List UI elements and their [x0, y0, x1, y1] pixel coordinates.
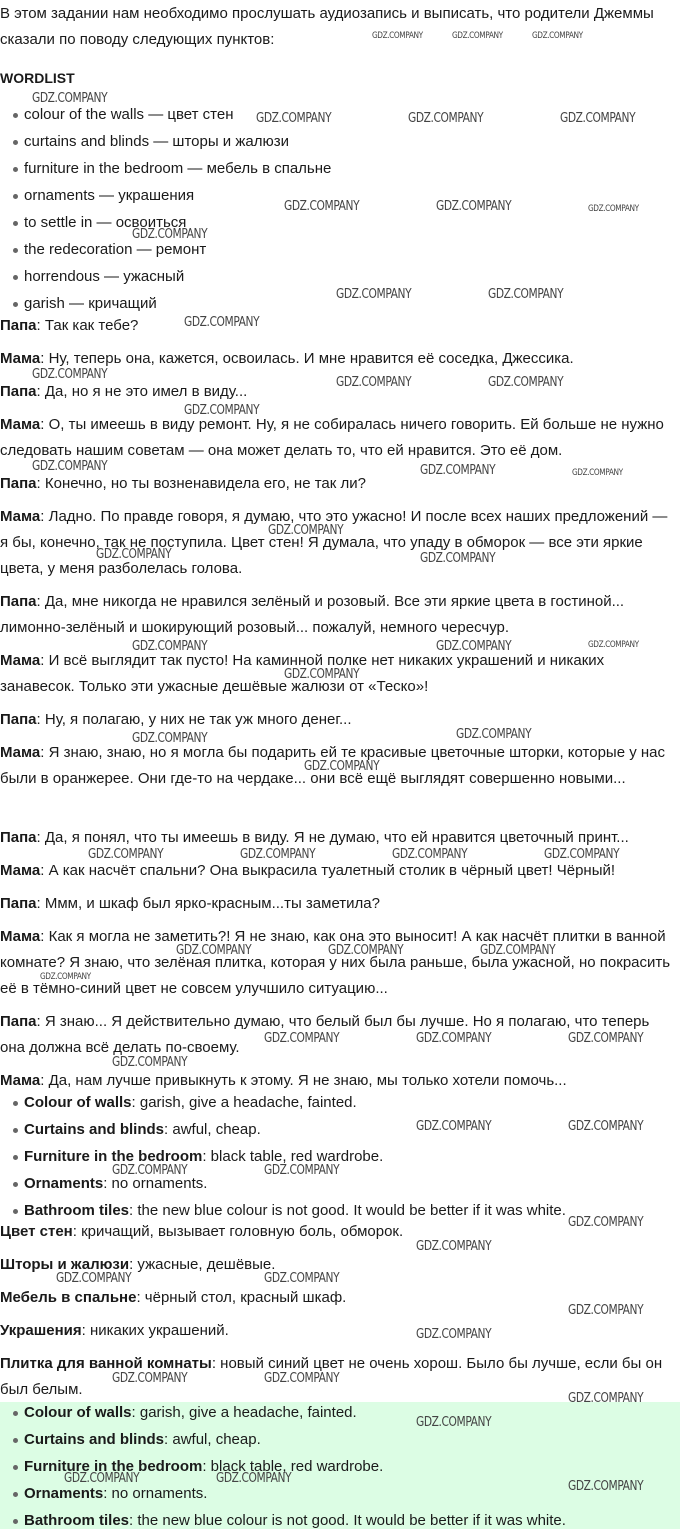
- watermark: GDZ.COMPANY: [216, 1471, 292, 1486]
- answer-term: Furniture in the bedroom: [24, 1148, 203, 1165]
- watermark: GDZ.COMPANY: [264, 1371, 340, 1386]
- speaker: Мама: [0, 928, 41, 945]
- answer-text: : black table, red wardrobe.: [202, 1458, 384, 1475]
- watermark: GDZ.COMPANY: [32, 91, 108, 106]
- watermark: GDZ.COMPANY: [284, 667, 360, 682]
- watermark: GDZ.COMPANY: [436, 199, 512, 214]
- watermark: GDZ.COMPANY: [416, 1119, 492, 1134]
- speaker: Мама: [0, 508, 41, 525]
- answer-term: Украшения: [0, 1322, 82, 1339]
- speaker: Мама: [0, 416, 41, 433]
- wordlist-heading: WORDLIST: [0, 70, 75, 86]
- watermark: GDZ.COMPANY: [304, 759, 380, 774]
- list-item: ornaments — украшения: [0, 182, 676, 209]
- watermark: GDZ.COMPANY: [336, 287, 412, 302]
- answer-text: : awful, cheap.: [164, 1431, 261, 1448]
- answer-text: : garish, give a headache, fainted.: [131, 1404, 357, 1421]
- line-text: : Конечно, но ты возненавидела его, не так ли?: [36, 475, 366, 492]
- answer-text: : никаких украшений.: [81, 1322, 229, 1339]
- answer-text: : чёрный стол, красный шкаф.: [136, 1289, 347, 1306]
- answer-term: Furniture in the bedroom: [24, 1458, 203, 1475]
- line-text: : А как насчёт спальни? Она выкрасила туалетный столик в чёрный цвет! Чёрный!: [40, 862, 616, 879]
- watermark: GDZ.COMPANY: [64, 1471, 140, 1486]
- watermark: GDZ.COMPANY: [336, 375, 412, 390]
- watermark: GDZ.COMPANY: [112, 1055, 188, 1070]
- watermark: GDZ.COMPANY: [480, 943, 556, 958]
- watermark: GDZ.COMPANY: [112, 1163, 188, 1178]
- watermark: GDZ.COMPANY: [32, 367, 108, 382]
- answer-text: : ужасные, дешёвые.: [129, 1256, 276, 1273]
- answer-term: Bathroom tiles: [24, 1512, 130, 1529]
- list-item: [0, 1089, 676, 1116]
- line-text: : Да, мне никогда не нравился зелёный и розовый. Все эти яркие цвета в гостиной... лимонно-зелёный и шокирующий розовый... пожалуй, немного чересчур.: [0, 593, 625, 636]
- answer-text: : awful, cheap.: [164, 1121, 261, 1138]
- watermark: GDZ.COMPANY: [40, 972, 91, 982]
- watermark: GDZ.COMPANY: [372, 31, 423, 41]
- speaker: Мама: [0, 350, 41, 367]
- line-text: : Как я могла не заметить?! Я не знаю, как она это выносит! А как насчёт плитки в ванной комнате? Я знаю, что зелёная плитка, которая у них была раньше, была ужасной, но покрасить её в тёмно-синий цвет не совсем улучшило ситуацию...: [0, 928, 671, 997]
- answer-text: : no ornaments.: [103, 1485, 208, 1502]
- watermark: GDZ.COMPANY: [240, 847, 316, 862]
- watermark: GDZ.COMPANY: [568, 1303, 644, 1318]
- watermark: GDZ.COMPANY: [184, 403, 260, 418]
- watermark: GDZ.COMPANY: [572, 468, 623, 478]
- answers-en-list: [0, 1089, 676, 1224]
- answer-text: : кричащий, вызывает головную боль, обморок.: [72, 1223, 404, 1240]
- watermark: GDZ.COMPANY: [568, 1391, 644, 1406]
- watermark: GDZ.COMPANY: [184, 315, 260, 330]
- line-text: : И всё выглядит так пусто! На каминной полке нет никаких украшений и никаких занавесок. Только эти ужасные дешёвые жалюзи от «Теско»!: [0, 652, 605, 695]
- line-text: : О, ты имеешь в виду ремонт. Ну, я не собиралась ничего говорить. Ей больше не нужно следовать нашим советам — она может делать то, что ей нравится. Это её дом.: [0, 416, 664, 459]
- answer-term: Curtains and blinds: [24, 1121, 165, 1138]
- intro-text: В этом задании нам необходимо прослушать аудиозапись и выписать, что родители Джеммы сказали по поводу следующих пунктов:: [0, 5, 654, 48]
- list-item: colour of the walls — цвет стен: [0, 101, 676, 128]
- answer-term: Ornaments: [24, 1485, 104, 1502]
- line-text: : Да, я понял, что ты имеешь в виду. Я не думаю, что ей нравится цветочный принт...: [36, 829, 629, 846]
- dialogue-line: [0, 313, 676, 339]
- line-text: : Да, но я не это имел в виду...: [36, 383, 248, 400]
- watermark: GDZ.COMPANY: [328, 943, 404, 958]
- list-item: curtains and blinds — шторы и жалюзи: [0, 128, 676, 155]
- line-text: : Ну, теперь она, кажется, освоилась. И мне нравится её соседка, Джессика.: [40, 350, 574, 367]
- speaker: Мама: [0, 652, 41, 669]
- speaker: Папа: [0, 383, 37, 400]
- watermark: GDZ.COMPANY: [568, 1119, 644, 1134]
- watermark: GDZ.COMPANY: [256, 111, 332, 126]
- answer-text: : новый синий цвет не очень хорош. Было бы лучше, если бы он был белым.: [0, 1355, 663, 1398]
- dialogue-line: [0, 589, 676, 641]
- answer-term: Bathroom tiles: [24, 1202, 130, 1219]
- line-text: : Да, нам лучше привыкнуть к этому. Я не знаю, мы только хотели помочь...: [40, 1072, 567, 1089]
- watermark: GDZ.COMPANY: [56, 1271, 132, 1286]
- watermark: GDZ.COMPANY: [436, 639, 512, 654]
- line-text: : Ммм, и шкаф был ярко-красным...ты заметила?: [36, 895, 380, 912]
- watermark: GDZ.COMPANY: [488, 375, 564, 390]
- watermark: GDZ.COMPANY: [532, 31, 583, 41]
- answer-term: Colour of walls: [24, 1404, 132, 1421]
- line-text: : Ну, я полагаю, у них не так уж много денег...: [36, 711, 352, 728]
- watermark: GDZ.COMPANY: [96, 547, 172, 562]
- watermark: GDZ.COMPANY: [452, 31, 503, 41]
- speaker: Папа: [0, 593, 37, 610]
- answer-term: Мебель в спальне: [0, 1289, 137, 1306]
- line-text: : Ладно. По правде говоря, я думаю, что это ужасно! И после всех наших предложений — я бы, конечно, так не поступила. Цвет стен! Я думала, что упаду в обморок — все эти яркие цвета, у меня разболелась голова.: [0, 508, 668, 577]
- watermark: GDZ.COMPANY: [416, 1239, 492, 1254]
- speaker: Папа: [0, 711, 37, 728]
- dialogue-line: [0, 504, 676, 582]
- answer-text: : the new blue colour is not good. It would be better if it was white.: [129, 1202, 566, 1219]
- watermark: GDZ.COMPANY: [392, 847, 468, 862]
- watermark: GDZ.COMPANY: [132, 227, 208, 242]
- watermark: GDZ.COMPANY: [568, 1215, 644, 1230]
- watermark: GDZ.COMPANY: [456, 727, 532, 742]
- watermark: GDZ.COMPANY: [416, 1415, 492, 1430]
- dialogue-line: [0, 891, 676, 917]
- watermark: GDZ.COMPANY: [420, 551, 496, 566]
- watermark: GDZ.COMPANY: [264, 1163, 340, 1178]
- watermark: GDZ.COMPANY: [132, 731, 208, 746]
- list-item: [0, 1426, 676, 1453]
- answer-text: : garish, give a headache, fainted.: [131, 1094, 357, 1111]
- list-item: garish — кричащий: [0, 290, 676, 317]
- line-text: : Так как тебе?: [36, 317, 139, 334]
- watermark: GDZ.COMPANY: [488, 287, 564, 302]
- watermark: GDZ.COMPANY: [268, 523, 344, 538]
- answer-ru: [0, 1318, 676, 1344]
- watermark: GDZ.COMPANY: [264, 1031, 340, 1046]
- line-text: : Я знаю... Я действительно думаю, что белый был бы лучше. Но я полагаю, что теперь она должна всё делать по-своему.: [0, 1013, 650, 1056]
- answers-en-repeat-list: [0, 1399, 676, 1534]
- speaker: Папа: [0, 1013, 37, 1030]
- watermark: GDZ.COMPANY: [416, 1327, 492, 1342]
- speaker: Папа: [0, 475, 37, 492]
- speaker: Папа: [0, 895, 37, 912]
- watermark: GDZ.COMPANY: [560, 111, 636, 126]
- answer-text: : black table, red wardrobe.: [202, 1148, 384, 1165]
- watermark: GDZ.COMPANY: [32, 459, 108, 474]
- watermark: GDZ.COMPANY: [408, 111, 484, 126]
- watermark: GDZ.COMPANY: [132, 639, 208, 654]
- watermark: GDZ.COMPANY: [420, 463, 496, 478]
- speaker: Мама: [0, 1072, 41, 1089]
- answer-term: Цвет стен: [0, 1223, 73, 1240]
- speaker: Папа: [0, 317, 37, 334]
- answer-term: Плитка для ванной комнаты: [0, 1355, 212, 1372]
- answer-term: Colour of walls: [24, 1094, 132, 1111]
- watermark: GDZ.COMPANY: [112, 1371, 188, 1386]
- watermark: GDZ.COMPANY: [588, 204, 639, 214]
- dialogue-line: [0, 707, 676, 733]
- speaker: Мама: [0, 862, 41, 879]
- watermark: GDZ.COMPANY: [264, 1271, 340, 1286]
- watermark: GDZ.COMPANY: [416, 1031, 492, 1046]
- watermark: GDZ.COMPANY: [588, 640, 639, 650]
- watermark: GDZ.COMPANY: [88, 847, 164, 862]
- watermark: GDZ.COMPANY: [176, 943, 252, 958]
- speaker: Папа: [0, 829, 37, 846]
- dialogue-line: [0, 924, 676, 1002]
- list-item: [0, 1507, 676, 1534]
- watermark: GDZ.COMPANY: [568, 1479, 644, 1494]
- list-item: the redecoration — ремонт: [0, 236, 676, 263]
- watermark: GDZ.COMPANY: [284, 199, 360, 214]
- answer-text: : no ornaments.: [103, 1175, 208, 1192]
- answer-term: Ornaments: [24, 1175, 104, 1192]
- answer-text: : the new blue colour is not good. It would be better if it was white.: [129, 1512, 566, 1529]
- list-item: to settle in — освоиться: [0, 209, 676, 236]
- dialogue-line: [0, 412, 676, 464]
- answer-term: Curtains and blinds: [24, 1431, 165, 1448]
- speaker: Мама: [0, 744, 41, 761]
- list-item: horrendous — ужасный: [0, 263, 676, 290]
- watermark: GDZ.COMPANY: [568, 1031, 644, 1046]
- answer-term: Шторы и жалюзи: [0, 1256, 130, 1273]
- watermark: GDZ.COMPANY: [544, 847, 620, 862]
- list-item: furniture in the bedroom — мебель в спальне: [0, 155, 676, 182]
- line-text: : Я знаю, знаю, но я могла бы подарить ей те красивые цветочные шторки, которые у нас были в оранжерее. Они где-то на чердаке... они всё ещё выглядят совершенно новыми...: [0, 744, 665, 787]
